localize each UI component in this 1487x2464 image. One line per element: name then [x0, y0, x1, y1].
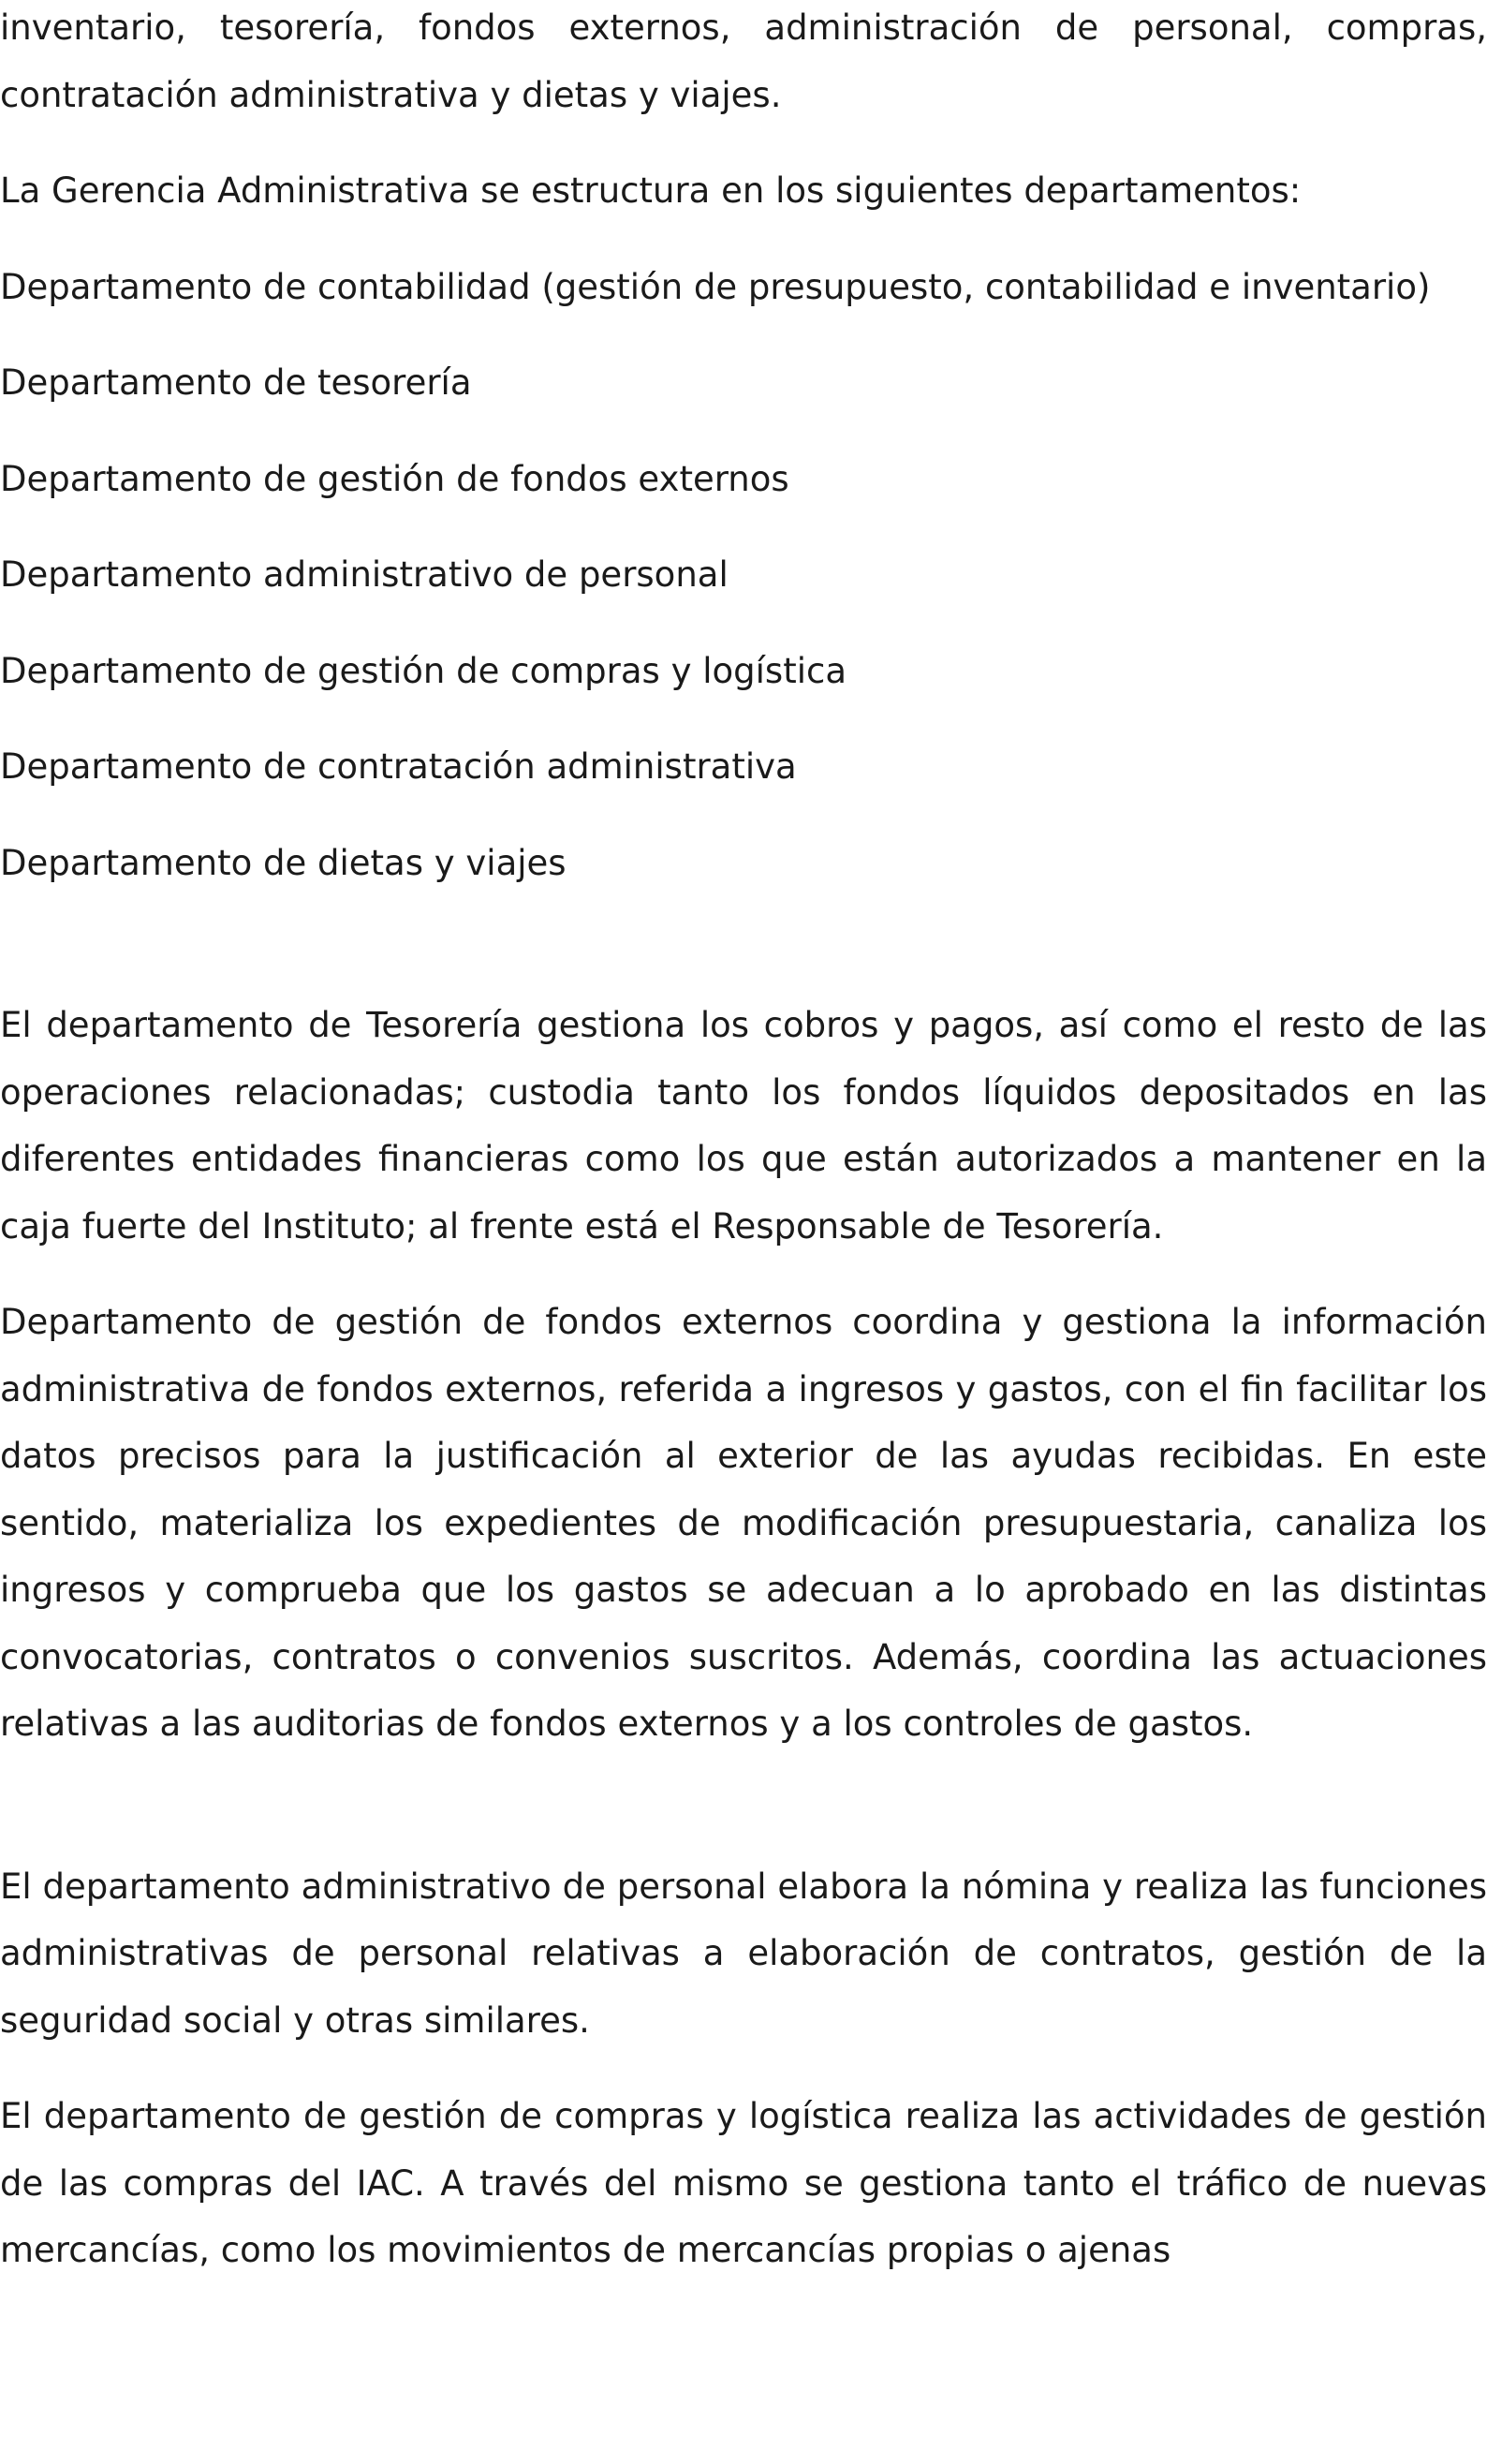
paragraph-personal: El departamento administrativo de personal elabora la nómina y realiza las funciones administrativas de personal relativas a elaboración de contratos, gestión de la seguridad social y otras similares.	[0, 1866, 1487, 2041]
list-item-contratacion: Departamento de contratación administrativa	[0, 746, 797, 787]
paragraph-compras: El departamento de gestión de compras y logística realiza las actividades de gestión de las compras del IAC. A través del mismo se gestiona tanto el tráfico de nuevas mercancías, como los movimientos de mercancías propias o ajenas	[0, 2096, 1487, 2270]
paragraph-fondos-externos: Departamento de gestión de fondos externos coordina y gestiona la información administrativa de fondos externos, referida a ingresos y gastos, con el fin facilitar los datos precisos para la justificación al exterior de las ayudas recibidas. En este sentido, materializa los expedientes de modificación presupuestaria, canaliza los ingresos y comprueba que los gastos se adecuan a lo aprobado en las distintas convocatorias, contratos o convenios suscritos. Además, coordina las actuaciones relativas a las auditorias de fondos externos y a los controles de gastos.	[0, 1302, 1487, 1744]
list-item-personal: Departamento administrativo de personal	[0, 554, 729, 595]
list-item-dietas: Departamento de dietas y viajes	[0, 842, 567, 883]
paragraph-tesoreria: El departamento de Tesorería gestiona los cobros y pagos, así como el resto de las operaciones relacionadas; custodia tanto los fondos líquidos depositados en las diferentes entidades financieras como los que están autorizados a mantener en la caja fuerte del Instituto; al frente está el Responsable de Tesorería.	[0, 1005, 1487, 1247]
paragraph-structure-intro: La Gerencia Administrativa se estructura en los siguientes departamentos:	[0, 170, 1302, 211]
paragraph-intro-continuation: inventario, tesorería, fondos externos, administración de personal, compras, contratación administrativa y dietas y viajes.	[0, 7, 1487, 115]
list-item-contabilidad: Departamento de contabilidad (gestión de presupuesto, contabilidad e inventario)	[0, 266, 1431, 307]
list-item-fondos-externos: Departamento de gestión de fondos externos	[0, 458, 789, 499]
list-item-tesoreria: Departamento de tesorería	[0, 362, 472, 403]
list-item-compras: Departamento de gestión de compras y logística	[0, 650, 847, 691]
